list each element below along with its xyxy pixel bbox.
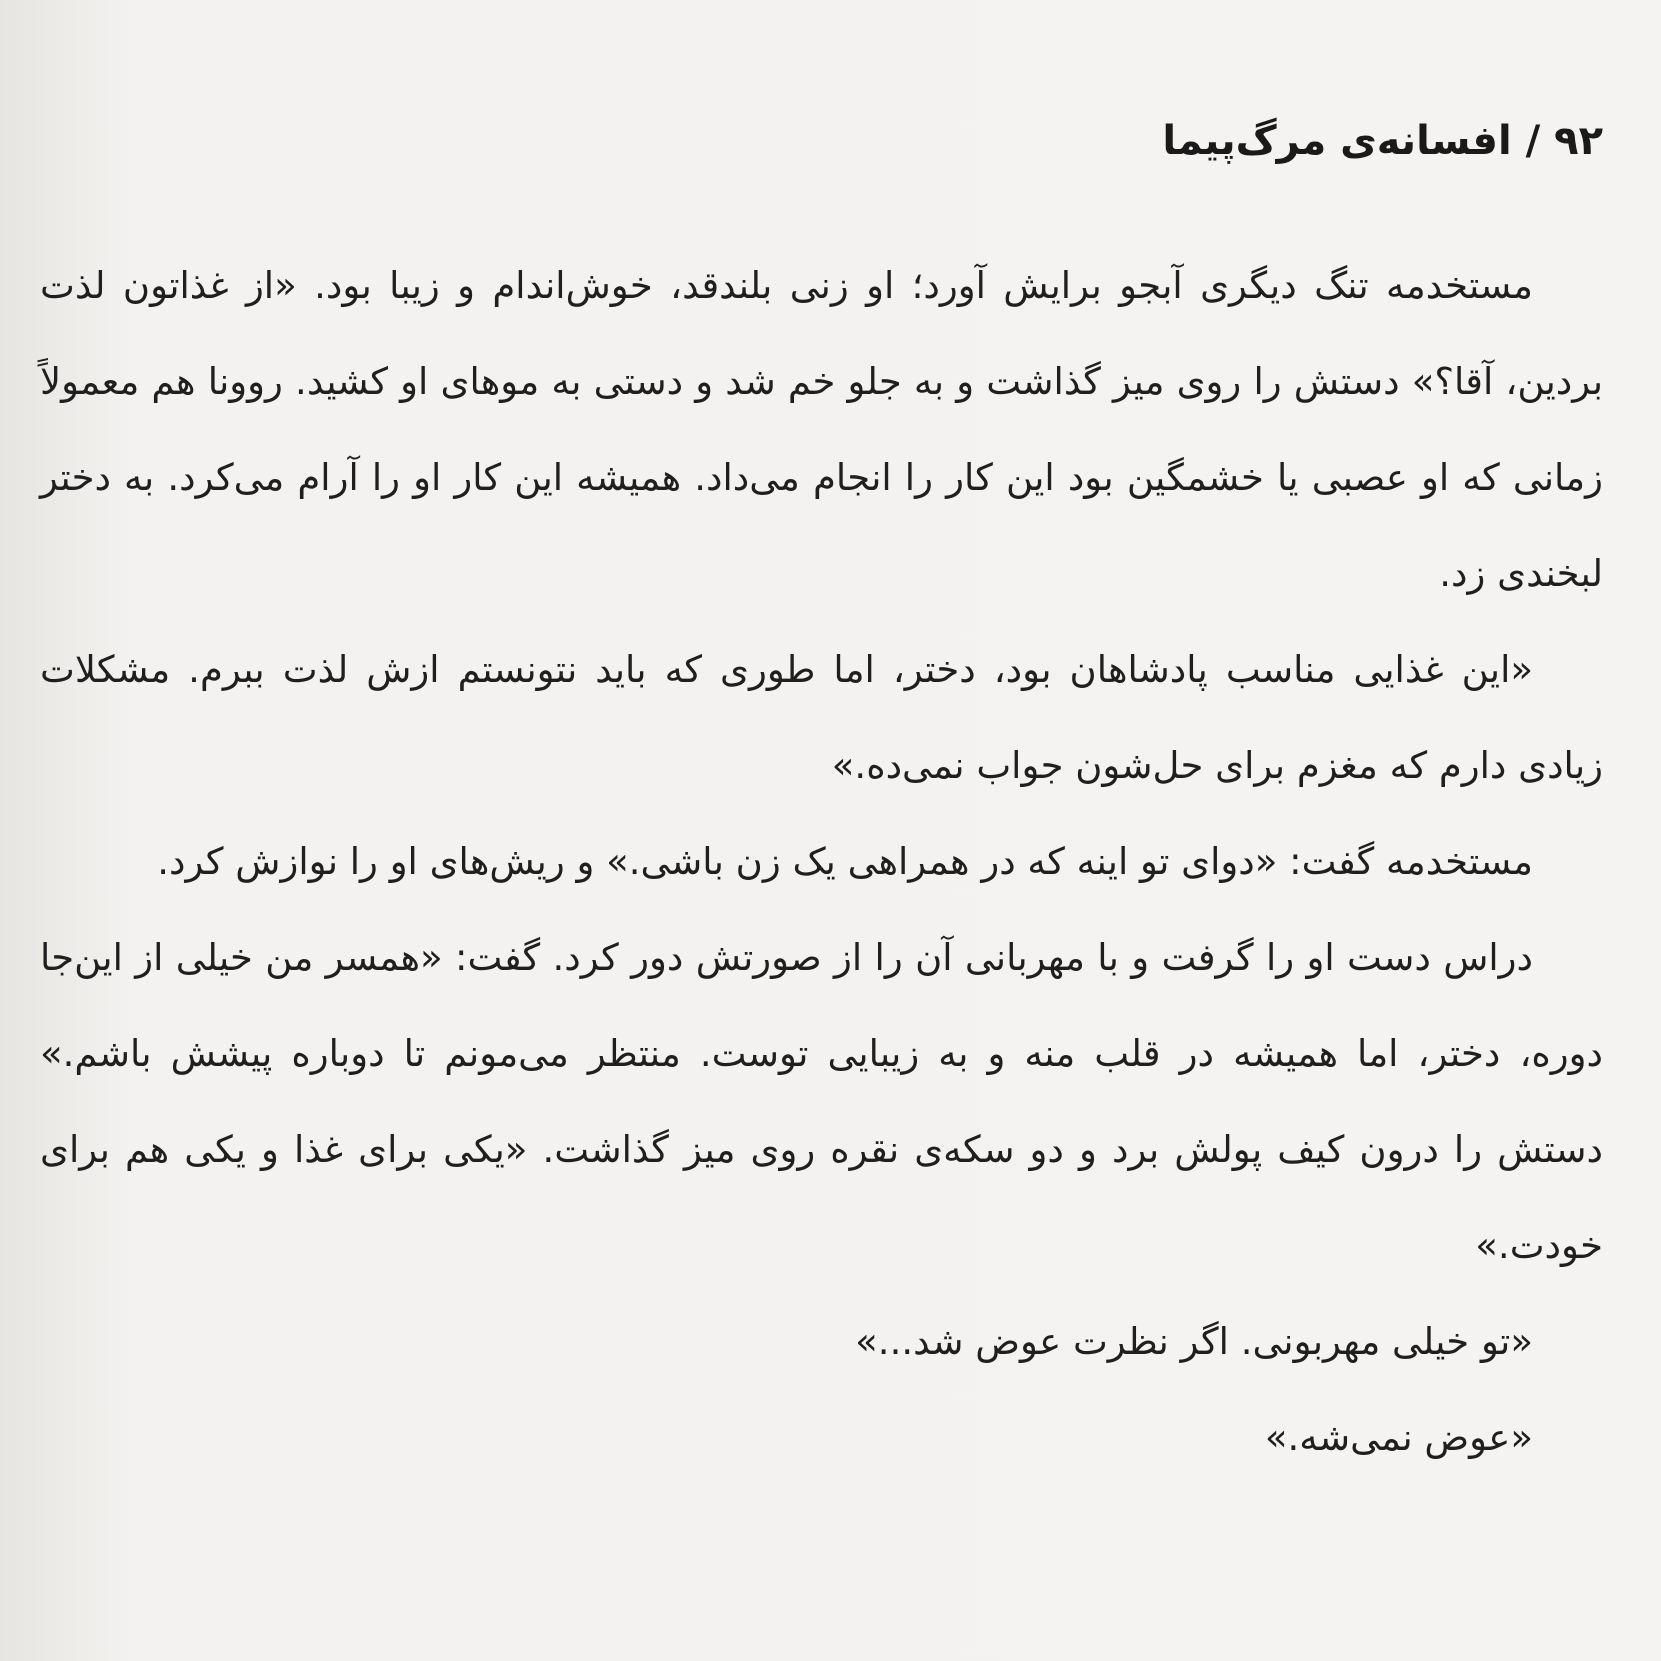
paragraph: مستخدمه گفت: «دوای تو اینه که در همراهی یک زن باشی.» و ریش‌های او را نوازش کرد. <box>157 840 1533 883</box>
running-header: ۹۲ / افسانه‌ی مرگ‌پیما <box>1162 118 1603 164</box>
paragraph: مستخدمه تنگ دیگری آبجو برایش آورد؛ او زنی بلندقد، خوش‌اندام و زیبا بود. «از غذاتون لذت بردین، آقا؟» دستش را روی میز گذاشت و به جلو خم شد و دستی به موهای او کشید. روونا هم معمولاً زمانی که او عصبی یا خشمگین بود این کار را انجام می‌داد. همیشه این کار او را آرام می‌کرد. به دختر لبخندی زد. <box>40 264 1603 595</box>
paragraph: «این غذایی مناسب پادشاهان بود، دختر، اما طوری که باید نتونستم ازش لذت ببرم. مشکلات زیادی دارم که مغزم برای حل‌شون جواب نمی‌ده.» <box>40 648 1603 787</box>
paragraph: «تو خیلی مهربونی. اگر نظرت عوض شد...» <box>855 1320 1533 1363</box>
paragraph: دراس دست او را گرفت و با مهربانی آن را از صورتش دور کرد. گفت: «همسر من خیلی از این‌جا دوره، دختر، اما همیشه در قلب منه و به زیبایی توست. منتظر می‌مونم تا دوباره پیشش باشم.» دستش را درون کیف پولش برد و دو سکه‌ی نقره روی میز گذاشت. «یکی برای غذا و یکی هم برای خودت.» <box>40 936 1603 1267</box>
paragraph: «عوض نمی‌شه.» <box>1264 1416 1533 1459</box>
body-text <box>40 238 1603 1486</box>
